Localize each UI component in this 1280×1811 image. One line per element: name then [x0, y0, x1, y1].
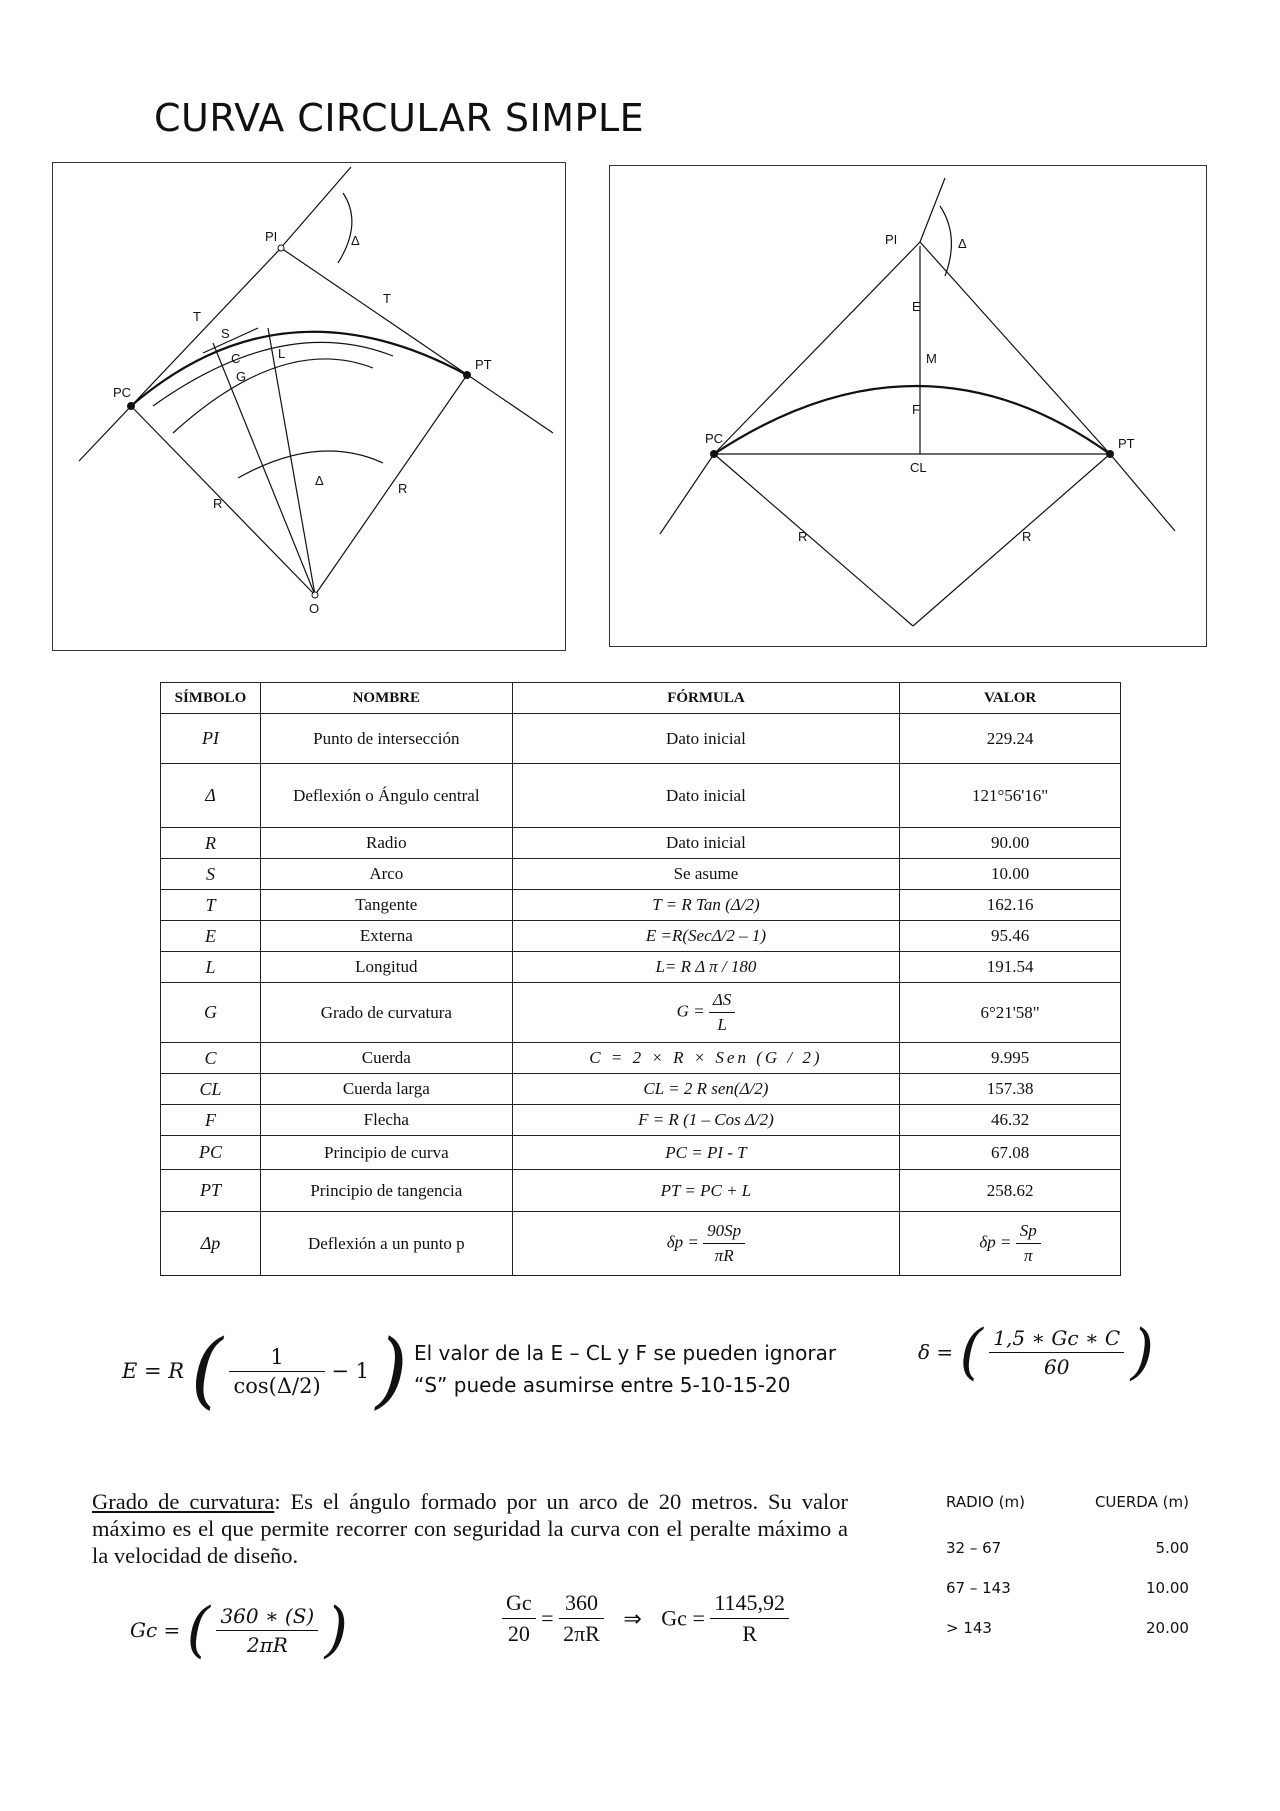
- cell-radio: > 143: [946, 1619, 992, 1637]
- table-row: [161, 921, 1121, 952]
- eq-gc2-middle-den: 2πR: [563, 1621, 600, 1646]
- curve-diagram-elevation: [609, 165, 1207, 647]
- dp-value-lhs: δp =: [979, 1232, 1012, 1252]
- label-pt: PT: [475, 357, 492, 372]
- eq-e-lhs: E = R: [122, 1359, 185, 1383]
- eq-gc-lhs: Gc =: [130, 1618, 181, 1642]
- eq-gc-den: 2πR: [246, 1632, 288, 1657]
- definition-text: : Es el ángulo formado por un arco de 20 metros. Su valor máximo es el que permite recorrer con seguridad la curva con el peralte máximo a la velocidad de diseño.: [92, 1489, 848, 1568]
- curve-diagram-plan: [52, 162, 566, 651]
- cell-name: Punto de intersección: [260, 714, 512, 764]
- label-pi: PI: [885, 232, 898, 247]
- cell-formula: [512, 1212, 900, 1276]
- eq-gc2-middle: [559, 1590, 604, 1647]
- note-line-2: “S” puede asumirse entre 5-10-15-20: [414, 1373, 791, 1397]
- table-row: [161, 890, 1121, 921]
- cell-symbol: S: [161, 859, 261, 890]
- cell-symbol: G: [161, 983, 261, 1043]
- label-r1: R: [213, 496, 223, 511]
- definition-term: Grado de curvatura: [92, 1489, 275, 1514]
- table-row: [938, 1568, 1189, 1608]
- dp-formula-den: πR: [714, 1246, 734, 1265]
- cell-name: Deflexión a un punto p: [260, 1212, 512, 1276]
- eq-delta-lhs: δ =: [918, 1340, 954, 1364]
- equation-gc: Gc = ( $\frac{360 ∗ (S)}{2\pi R}$ ): [130, 1595, 349, 1665]
- label-s: S: [221, 326, 230, 341]
- header-name: NOMBRE: [260, 683, 512, 714]
- cell-name: Cuerda: [260, 1043, 512, 1074]
- cell-value: 95.46: [900, 921, 1121, 952]
- dp-value-num: Sp: [1016, 1221, 1041, 1244]
- eq-e-tail: − 1: [331, 1359, 369, 1383]
- cell-value: 90.00: [900, 828, 1121, 859]
- cell-radio: 67 – 143: [946, 1579, 1011, 1597]
- cell-name: Radio: [260, 828, 512, 859]
- table-header-row: [938, 1492, 1189, 1528]
- cell-value: 67.08: [900, 1136, 1121, 1170]
- cell-formula: Dato inicial: [512, 828, 900, 859]
- cell-formula: Dato inicial: [512, 714, 900, 764]
- cell-value: 121°56'16": [900, 764, 1121, 828]
- eq-e-den: cos(Δ/2): [233, 1373, 321, 1398]
- cell-value: 10.00: [900, 859, 1121, 890]
- label-delta: Δ: [958, 236, 967, 251]
- cell-name: Flecha: [260, 1105, 512, 1136]
- cell-name: Tangente: [260, 890, 512, 921]
- table-header-row: [161, 683, 1121, 714]
- label-delta-center: Δ: [315, 473, 324, 488]
- cell-name: Grado de curvatura: [260, 983, 512, 1043]
- cell-value: 46.32: [900, 1105, 1121, 1136]
- implies-icon: ⇒: [623, 1605, 642, 1631]
- cell-value: 162.16: [900, 890, 1121, 921]
- label-pi: PI: [265, 229, 278, 244]
- dp-formula-lhs: δp =: [666, 1232, 699, 1252]
- eq-gc2-right-lhs: Gc =: [661, 1605, 705, 1631]
- eq-delta-den: 60: [1044, 1354, 1070, 1379]
- cell-value: 229.24: [900, 714, 1121, 764]
- label-t1: T: [193, 309, 201, 324]
- header-radio: RADIO (m): [946, 1493, 1025, 1511]
- dp-formula-num: 90Sp: [703, 1221, 745, 1244]
- label-t2: T: [383, 291, 391, 306]
- label-r2: R: [1022, 529, 1032, 544]
- label-delta: Δ: [351, 233, 360, 248]
- cell-symbol: Δ: [161, 764, 261, 828]
- label-pt: PT: [1118, 436, 1135, 451]
- eq-gc2-equals: =: [541, 1605, 554, 1631]
- cell-value: 191.54: [900, 952, 1121, 983]
- label-pc: PC: [113, 385, 132, 400]
- dp-value-fraction: [1016, 1221, 1041, 1266]
- label-c: C: [231, 351, 241, 366]
- cell-formula: CL = 2 R sen(Δ/2): [512, 1074, 900, 1105]
- cell-name: Cuerda larga: [260, 1074, 512, 1105]
- cell-formula: T = R Tan (Δ/2): [512, 890, 900, 921]
- eq-gc-fraction: [216, 1604, 318, 1657]
- cell-formula: PT = PC + L: [512, 1170, 900, 1212]
- cell-formula: Dato inicial: [512, 764, 900, 828]
- cell-symbol: PI: [161, 714, 261, 764]
- table-row: [161, 1105, 1121, 1136]
- curve-elements-table: [160, 682, 1121, 1276]
- cell-name: Deflexión o Ángulo central: [260, 764, 512, 828]
- eq-gc2-middle-num: 360: [559, 1590, 604, 1619]
- cell-symbol: PT: [161, 1170, 261, 1212]
- cell-name: Externa: [260, 921, 512, 952]
- table-row: [161, 1074, 1121, 1105]
- table-row: [161, 1170, 1121, 1212]
- table-row: [938, 1528, 1189, 1568]
- cell-value: 157.38: [900, 1074, 1121, 1105]
- cell-value: [900, 1212, 1121, 1276]
- g-formula-num: ΔS: [709, 990, 735, 1013]
- eq-e-num: 1: [229, 1345, 324, 1372]
- dp-formula-fraction: [703, 1221, 745, 1266]
- table-row: [161, 1043, 1121, 1074]
- dp-value-den: π: [1024, 1246, 1033, 1265]
- cell-symbol: T: [161, 890, 261, 921]
- table-row: [161, 1136, 1121, 1170]
- cell-symbol: E: [161, 921, 261, 952]
- label-cl: CL: [910, 460, 927, 475]
- table-row: [938, 1608, 1189, 1648]
- equation-delta: δ = ( $\frac{1,5 ∗ Gc ∗ C}{60}$ ): [918, 1317, 1154, 1387]
- cell-symbol: R: [161, 828, 261, 859]
- page-title: CURVA CIRCULAR SIMPLE: [154, 96, 645, 140]
- label-r2: R: [398, 481, 408, 496]
- table-row: [161, 828, 1121, 859]
- cell-cuerda: 5.00: [1155, 1539, 1189, 1557]
- cell-cuerda: 20.00: [1145, 1619, 1189, 1637]
- cell-name: Principio de curva: [260, 1136, 512, 1170]
- cell-name: Longitud: [260, 952, 512, 983]
- note-line-1: El valor de la E – CL y F se pueden ignorar: [414, 1341, 837, 1365]
- cell-name: Arco: [260, 859, 512, 890]
- g-formula-lhs: G =: [676, 1001, 705, 1021]
- cell-value: 9.995: [900, 1043, 1121, 1074]
- g-formula-den: L: [717, 1015, 727, 1034]
- equation-external: E = R ( $\frac{1}{\cos(\Delta/2)}$ − 1 ): [122, 1323, 408, 1418]
- eq-gc2-right-num: 1145,92: [710, 1590, 789, 1619]
- cell-formula: PC = PI - T: [512, 1136, 900, 1170]
- label-e: E: [912, 299, 921, 314]
- table-row: [161, 764, 1121, 828]
- cell-cuerda: 10.00: [1145, 1579, 1189, 1597]
- g-formula-fraction: [709, 990, 735, 1035]
- eq-delta-num: 1,5 ∗ Gc ∗ C: [989, 1326, 1124, 1353]
- cell-symbol: C: [161, 1043, 261, 1074]
- eq-gc2-right: [710, 1590, 789, 1647]
- cell-value: 6°21'58": [900, 983, 1121, 1043]
- label-o: O: [309, 601, 320, 616]
- cell-radio: 32 – 67: [946, 1539, 1002, 1557]
- cell-formula: F = R (1 – Cos Δ/2): [512, 1105, 900, 1136]
- table-row: [161, 859, 1121, 890]
- label-pc: PC: [705, 431, 724, 446]
- cell-formula: Se asume: [512, 859, 900, 890]
- cell-symbol: Δp: [161, 1212, 261, 1276]
- eq-gc2-left-num: Gc: [502, 1590, 536, 1619]
- eq-gc-num: 360 ∗ (S): [216, 1604, 318, 1631]
- label-r1: R: [798, 529, 808, 544]
- table-row: [161, 983, 1121, 1043]
- eq-gc2-right-den: R: [742, 1621, 758, 1646]
- note-text: [414, 1337, 836, 1401]
- table-row: [161, 1212, 1121, 1276]
- header-value: VALOR: [900, 683, 1121, 714]
- label-m: M: [926, 351, 937, 366]
- cell-symbol: PC: [161, 1136, 261, 1170]
- cell-formula: C = 2 × R × Sen (G / 2): [512, 1043, 900, 1074]
- label-g: G: [236, 369, 247, 384]
- eq-e-fraction: [229, 1345, 324, 1398]
- header-symbol: SÍMBOLO: [161, 683, 261, 714]
- equation-gc-derivation: [502, 1590, 789, 1647]
- table-row: [161, 952, 1121, 983]
- cell-name: Principio de tangencia: [260, 1170, 512, 1212]
- label-f: F: [912, 402, 920, 417]
- header-formula: FÓRMULA: [512, 683, 900, 714]
- eq-delta-fraction: [989, 1326, 1124, 1379]
- label-l: L: [278, 346, 286, 361]
- header-cuerda: CUERDA (m): [1094, 1493, 1189, 1511]
- cell-symbol: CL: [161, 1074, 261, 1105]
- cell-formula: L= R Δ π / 180: [512, 952, 900, 983]
- radius-chord-table: [938, 1492, 1189, 1648]
- eq-gc2-left: [502, 1590, 536, 1647]
- cell-symbol: L: [161, 952, 261, 983]
- eq-gc2-left-den: 20: [507, 1621, 530, 1646]
- cell-formula: [512, 983, 900, 1043]
- definition-paragraph: [92, 1488, 848, 1569]
- cell-formula: E =R(SecΔ/2 – 1): [512, 921, 900, 952]
- cell-value: 258.62: [900, 1170, 1121, 1212]
- table-row: [161, 714, 1121, 764]
- cell-symbol: F: [161, 1105, 261, 1136]
